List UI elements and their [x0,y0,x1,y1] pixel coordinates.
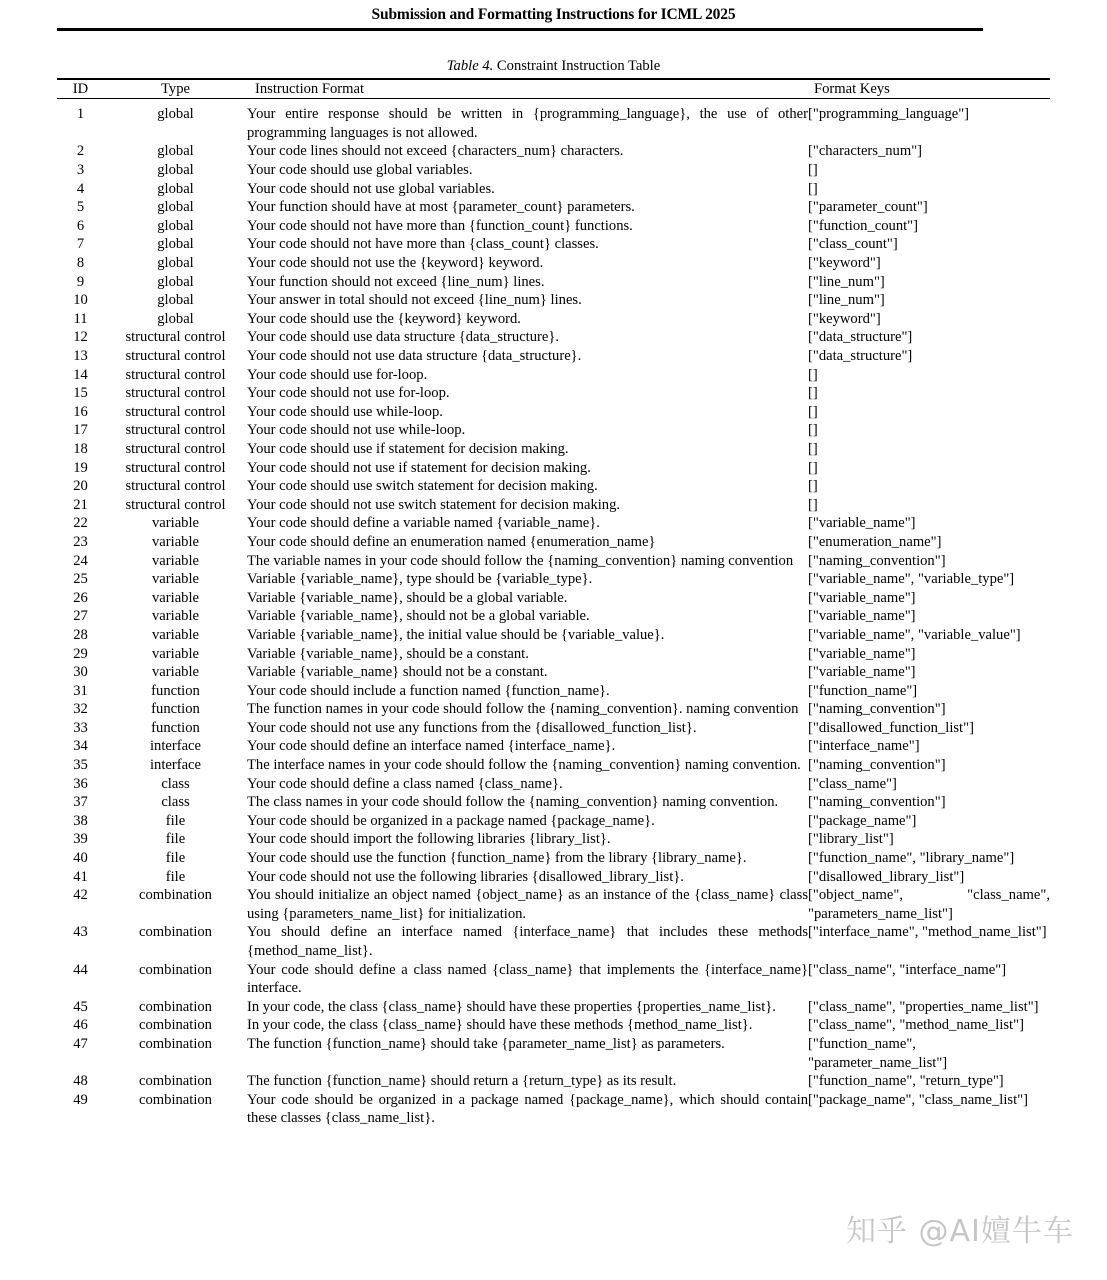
table-row [57,198,1050,217]
cell-format-keys: ["object_name", "class_name", "parameters_name_list"] [808,887,1050,922]
cell-type: structural control [125,422,226,439]
table-caption [57,58,1050,75]
table-caption-text: Constraint Instruction Table [493,58,661,74]
cell-type: structural control [125,385,226,402]
table-row [57,440,1050,459]
cell-format-keys: ["naming_convention"] [808,701,946,718]
table-row [57,682,1050,701]
cell-format-keys: ["variable_name"] [808,664,916,681]
cell-id: 19 [73,459,88,476]
cell-id: 3 [76,162,85,179]
zhihu-watermark: 知乎 @AI嬗牛车 [846,1214,1074,1249]
cell-type: structural control [125,403,226,420]
cell-type: variable [152,515,199,532]
cell-instruction-format: Your code should not use for-loop. [247,385,450,402]
cell-format-keys: ["data_structure"] [808,348,913,364]
cell-format-keys: ["keyword"] [808,255,881,272]
cell-id: 27 [73,608,88,625]
cell-format-keys: ["variable_name"] [808,589,916,606]
cell-format-keys: [] [808,403,818,420]
cell-type: variable [152,664,199,681]
cell-instruction-format: Variable {variable_name}, the initial value should be {variable_value}. [247,626,665,643]
cell-type: combination [139,961,212,978]
cell-type: global [157,292,194,309]
cell-instruction-format: Your code should define a class named {class_name}. [247,775,563,792]
running-header-title: Submission and Formatting Instructions for ICML 2025 [371,6,736,23]
table-row [57,328,1050,347]
cell-id: 26 [73,589,88,606]
cell-instruction-format: Your code should not use data structure {data_structure}. [247,348,582,364]
cell-id: 20 [73,478,88,495]
cell-id: 43 [73,924,88,941]
constraint-instruction-table [57,80,1050,99]
cell-format-keys: ["class_name", "method_name_list"] [808,1017,1024,1034]
cell-id: 25 [73,571,88,588]
cell-id: 31 [73,682,88,699]
table-row [57,812,1050,831]
cell-id: 34 [73,738,88,755]
table-row [57,849,1050,868]
table-row [57,923,1050,960]
cell-type: global [157,255,194,272]
table-row [57,310,1050,329]
cell-type: combination [139,887,212,904]
cell-id: 21 [73,496,88,513]
cell-type: structural control [125,329,226,346]
cell-id: 36 [73,775,88,792]
cell-instruction-format: In your code, the class {class_name} should have these properties {properties_name_list}. [247,998,776,1015]
cell-format-keys: ["class_name"] [808,775,897,792]
cell-instruction-format: Your code should define a variable named {variable_name}. [247,515,600,532]
cell-format-keys: [] [808,366,818,383]
cell-type: file [165,812,186,829]
cell-type: function [151,719,200,736]
cell-type: variable [152,533,199,550]
table-row [57,142,1050,161]
cell-id: 39 [73,831,88,848]
cell-id: 8 [76,255,85,272]
cell-format-keys: ["variable_name", "variable_value"] [808,626,1021,643]
table-row [57,645,1050,664]
table-row [57,570,1050,589]
table-row [57,663,1050,682]
constraint-instruction-table-body [57,99,1050,1128]
table-row [57,217,1050,236]
cell-format-keys: ["characters_num"] [808,143,923,160]
cell-id: 13 [73,348,88,364]
cell-format-keys: ["function_name"] [808,682,918,699]
cell-type: structural control [125,348,226,364]
cell-id: 2 [76,143,85,160]
cell-type: global [157,310,194,327]
cell-format-keys: ["disallowed_function_list"] [808,719,974,736]
table-row [57,1091,1050,1128]
cell-id: 41 [73,868,88,885]
running-header [0,6,1107,24]
cell-instruction-format: Your code should use for-loop. [247,366,428,383]
cell-instruction-format: Your code should not use any functions from the {disallowed_function_list}. [247,719,697,736]
cell-id: 44 [73,961,88,978]
cell-id: 14 [73,366,88,383]
cell-format-keys: ["programming_language"] [808,106,970,123]
cell-instruction-format: Your code should use data structure {data_structure}. [247,329,560,346]
cell-type: class [161,775,190,792]
cell-format-keys: ["data_structure"] [808,329,913,346]
cell-type: function [151,701,200,718]
cell-id: 1 [76,106,85,123]
cell-type: class [161,794,190,811]
cell-instruction-format: Your code should not have more than {function_count} functions. [247,217,633,234]
cell-type: file [165,831,186,848]
cell-instruction-format: You should initialize an object named {object_name} as an instance of the {class_name} class using {parameters_name_list} for initialization. [247,887,808,922]
table-row [57,366,1050,385]
cell-type: structural control [125,459,226,476]
cell-id: 17 [73,422,88,439]
cell-id: 4 [76,180,85,197]
cell-instruction-format: Your code should not have more than {class_count} classes. [247,236,599,253]
table-row [57,235,1050,254]
cell-id: 9 [76,273,85,290]
table-row [57,793,1050,812]
cell-id: 40 [73,850,88,867]
cell-type: structural control [125,478,226,495]
cell-instruction-format: Your code should not use global variables. [247,180,495,197]
cell-instruction-format: Your code should define a class named {class_name} that implements the {interface_name} interface. [247,961,808,997]
cell-id: 38 [73,812,88,829]
cell-type: structural control [125,496,226,513]
table-row [57,1072,1050,1091]
cell-type: global [157,217,194,234]
cell-format-keys: [] [808,478,818,495]
cell-type: combination [139,1035,212,1052]
table-row [57,830,1050,849]
cell-instruction-format: Your code should use global variables. [247,162,473,179]
cell-instruction-format: Variable {variable_name}, type should be {variable_type}. [247,571,593,588]
cell-type: global [157,143,194,160]
table-row [57,756,1050,775]
cell-format-keys: ["enumeration_name"] [808,533,942,550]
cell-format-keys: ["variable_name", "variable_type"] [808,571,1015,588]
cell-instruction-format: Your code should import the following libraries {library_list}. [247,831,611,848]
table-row [57,533,1050,552]
cell-instruction-format: Your code should include a function named {function_name}. [247,682,610,699]
table-row [57,477,1050,496]
cell-id: 28 [73,626,88,643]
cell-format-keys: ["line_num"] [808,292,885,309]
cell-id: 12 [73,329,88,346]
table-row [57,775,1050,794]
cell-type: structural control [125,366,226,383]
cell-format-keys: ["class_name", "properties_name_list"] [808,998,1039,1015]
cell-instruction-format: Your code should not use switch statement for decision making. [247,496,621,513]
table-caption-label: Table 4. [446,58,494,74]
cell-id: 23 [73,533,88,550]
cell-format-keys: [] [808,385,818,402]
cell-id: 32 [73,701,88,718]
cell-format-keys: ["class_name", "interface_name"] [808,961,1007,978]
cell-instruction-format: Your code should use if statement for decision making. [247,440,569,457]
cell-type: global [157,273,194,290]
cell-instruction-format: The interface names in your code should follow the {naming_convention} naming convention. [247,757,801,774]
cell-id: 46 [73,1017,88,1034]
cell-id: 24 [73,552,88,569]
cell-type: file [165,850,186,867]
cell-format-keys: [] [808,422,818,439]
cell-format-keys: ["interface_name", "method_name_list"] [808,924,1047,941]
table-row [57,99,1050,142]
cell-instruction-format: Your code should use switch statement for decision making. [247,478,598,495]
cell-format-keys: ["library_list"] [808,831,894,848]
cell-id: 29 [73,645,88,662]
cell-instruction-format: Your code should use the function {function_name} from the library {library_name}. [247,850,747,867]
cell-type: global [157,162,194,179]
cell-type: function [151,682,200,699]
table-row [57,347,1050,366]
cell-format-keys: ["package_name", "class_name_list"] [808,1091,1028,1108]
cell-format-keys: ["function_count"] [808,217,918,234]
cell-type: global [157,106,194,123]
cell-type: variable [152,626,199,643]
cell-format-keys: ["parameter_count"] [808,199,928,216]
table-row [57,403,1050,422]
table-row [57,589,1050,608]
cell-format-keys: ["class_count"] [808,236,898,253]
table-row [57,886,1050,923]
cell-instruction-format: The function {function_name} should take {parameter_name_list} as parameters. [247,1035,725,1052]
table-row [57,700,1050,719]
cell-type: file [165,868,186,885]
cell-id: 49 [73,1091,88,1108]
table-header [57,80,1050,99]
cell-type: variable [152,571,199,588]
cell-format-keys: ["naming_convention"] [808,552,946,569]
column-header-format-keys: Format Keys [814,80,890,97]
constraint-instruction-table-block [57,58,1050,1128]
cell-id: 45 [73,998,88,1015]
cell-id: 18 [73,440,88,457]
cell-type: variable [152,552,199,569]
cell-instruction-format: Your answer in total should not exceed {line_num} lines. [247,292,582,309]
cell-type: combination [139,1091,212,1108]
cell-instruction-format: Your code should not use if statement for decision making. [247,459,591,476]
table-row [57,496,1050,515]
cell-instruction-format: Your code should be organized in a package named {package_name}, which should contain these classes {class_name_list}. [247,1091,808,1127]
cell-format-keys: ["package_name"] [808,812,917,829]
cell-instruction-format: Variable {variable_name} should not be a constant. [247,664,548,681]
cell-instruction-format: Your code should not use while-loop. [247,422,466,439]
cell-format-keys: ["naming_convention"] [808,794,946,811]
cell-type: global [157,180,194,197]
cell-id: 22 [73,515,88,532]
cell-instruction-format: The variable names in your code should follow the {naming_convention} naming convention [247,552,794,569]
cell-instruction-format: The function {function_name} should return a {return_type} as its result. [247,1073,677,1090]
cell-id: 30 [73,664,88,681]
cell-format-keys: ["function_name", "parameter_name_list"] [808,1035,948,1071]
table-row [57,291,1050,310]
cell-instruction-format: Your code lines should not exceed {characters_num} characters. [247,143,624,160]
cell-instruction-format: In your code, the class {class_name} should have these methods {method_name_list}. [247,1017,753,1034]
cell-type: combination [139,1073,212,1090]
cell-type: combination [139,998,212,1015]
table-row [57,273,1050,292]
cell-id: 33 [73,719,88,736]
cell-format-keys: [] [808,496,818,513]
cell-format-keys: ["variable_name"] [808,645,916,662]
column-header-instruction-format: Instruction Format [255,80,365,97]
cell-id: 37 [73,794,88,811]
cell-format-keys: ["function_name", "return_type"] [808,1073,1004,1090]
table-row [57,459,1050,478]
table-row [57,514,1050,533]
cell-id: 6 [76,217,85,234]
cell-instruction-format: Your function should not exceed {line_num} lines. [247,273,545,290]
cell-format-keys: ["variable_name"] [808,608,916,625]
column-header-type: Type [161,80,190,97]
cell-instruction-format: The class names in your code should follow the {naming_convention} naming convention. [247,794,779,811]
table-row [57,552,1050,571]
table-row [57,1035,1050,1072]
cell-format-keys: ["interface_name"] [808,738,920,755]
cell-instruction-format: Variable {variable_name}, should be a global variable. [247,589,568,606]
cell-instruction-format: Variable {variable_name}, should be a constant. [247,645,529,662]
cell-id: 16 [73,403,88,420]
cell-instruction-format: Variable {variable_name}, should not be a global variable. [247,608,590,625]
column-header-id: ID [72,80,89,97]
table-row [57,998,1050,1017]
table-row [57,1016,1050,1035]
cell-format-keys: [] [808,440,818,457]
table-row [57,180,1050,199]
table-header-row [57,80,1050,99]
cell-id: 11 [73,310,88,327]
cell-instruction-format: Your entire response should be written in {programming_language}, the use of other programming languages is not allowed. [247,106,808,141]
cell-type: combination [139,924,212,941]
table-row [57,719,1050,738]
cell-instruction-format: Your function should have at most {parameter_count} parameters. [247,199,635,216]
cell-type: global [157,236,194,253]
cell-format-keys: ["keyword"] [808,310,881,327]
table-body [57,99,1050,1128]
table-row [57,421,1050,440]
table-row [57,961,1050,998]
cell-id: 47 [73,1035,88,1052]
cell-format-keys: [] [808,459,818,476]
cell-instruction-format: You should define an interface named {interface_name} that includes these methods {method_name_list}. [247,924,808,959]
cell-type: variable [152,608,199,625]
cell-instruction-format: Your code should not use the following libraries {disallowed_library_list}. [247,868,684,885]
cell-type: interface [149,757,202,774]
cell-format-keys: ["variable_name"] [808,515,916,532]
cell-format-keys: ["naming_convention"] [808,757,946,774]
table-row [57,161,1050,180]
cell-format-keys: ["function_name", "library_name"] [808,850,1015,867]
table-row [57,607,1050,626]
cell-instruction-format: Your code should define an interface named {interface_name}. [247,738,616,755]
cell-instruction-format: Your code should use while-loop. [247,403,443,420]
cell-id: 42 [73,887,88,904]
cell-id: 10 [73,292,88,309]
table-row [57,868,1050,887]
cell-id: 48 [73,1073,88,1090]
cell-instruction-format: Your code should not use the {keyword} keyword. [247,255,544,272]
cell-type: variable [152,589,199,606]
cell-instruction-format: Your code should be organized in a package named {package_name}. [247,812,655,829]
cell-format-keys: [] [808,180,818,197]
cell-format-keys: [] [808,162,818,179]
cell-id: 5 [76,199,85,216]
running-header-rule [57,28,983,31]
cell-id: 35 [73,757,88,774]
cell-type: variable [152,645,199,662]
cell-instruction-format: The function names in your code should follow the {naming_convention}. naming convention [247,701,799,718]
cell-type: combination [139,1017,212,1034]
cell-type: structural control [125,440,226,457]
cell-id: 15 [73,385,88,402]
cell-instruction-format: Your code should use the {keyword} keyword. [247,310,521,327]
cell-format-keys: ["disallowed_library_list"] [808,868,965,885]
cell-type: interface [149,738,202,755]
cell-type: global [157,199,194,216]
table-row [57,254,1050,273]
table-row [57,737,1050,756]
cell-format-keys: ["line_num"] [808,273,885,290]
table-row [57,384,1050,403]
cell-instruction-format: Your code should define an enumeration named {enumeration_name} [247,533,656,550]
table-row [57,626,1050,645]
cell-id: 7 [76,236,85,253]
